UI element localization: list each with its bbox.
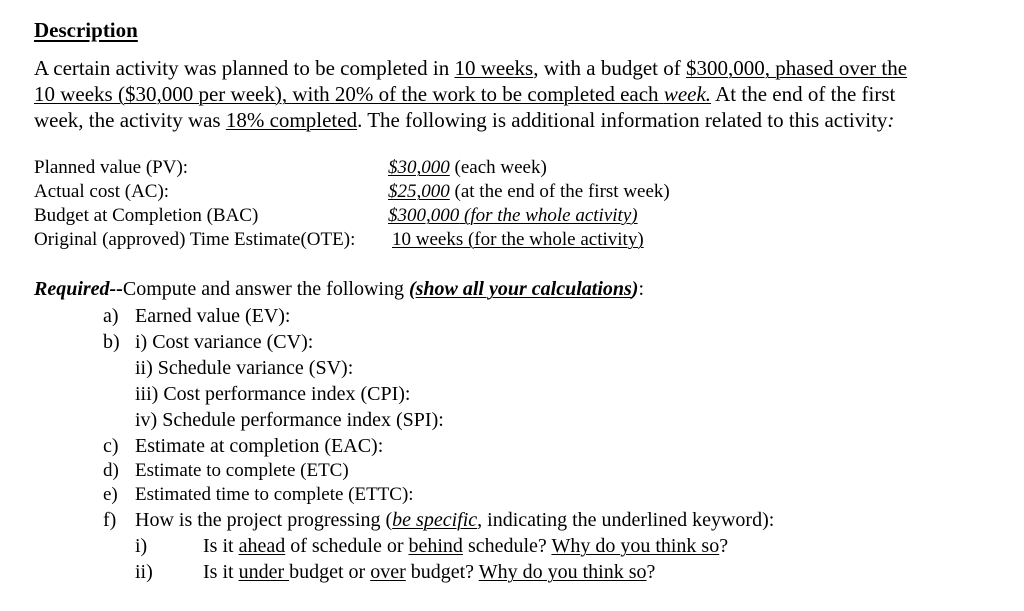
required-paren: )	[631, 278, 639, 300]
info-value	[392, 228, 644, 252]
sub-text-part: ?	[646, 561, 656, 583]
info-value-note: (at the end of the first week)	[449, 181, 670, 202]
desc-budget: $300,000, phased over the	[686, 56, 908, 80]
desc-week: week.	[663, 82, 712, 106]
info-value-amount: $25,000	[388, 181, 450, 202]
sub-text-part: budget?	[405, 561, 479, 583]
info-value-amount: $300,000	[388, 205, 460, 226]
question-letter: b)	[103, 331, 120, 353]
question-letter: e)	[103, 484, 118, 505]
required-colon: :	[638, 278, 645, 300]
desc-text: At the end of the first	[711, 82, 896, 106]
info-value	[388, 156, 547, 180]
question-f-emphasis: be specific	[392, 509, 478, 531]
desc-phasing: 10 weeks ($30,000 per week), with 20% of the work to be completed each	[34, 82, 664, 106]
description-line-1	[34, 55, 994, 81]
question-text: i) Cost variance (CV):	[135, 331, 314, 353]
sub-text-part: budget or	[289, 561, 371, 583]
question-letter: a)	[103, 305, 119, 327]
question-text: Estimated time to complete (ETTC):	[135, 484, 414, 505]
info-value	[388, 180, 670, 204]
question-text: Estimate to complete (ETC)	[135, 460, 349, 481]
info-label: Budget at Completion (BAC)	[34, 205, 259, 226]
info-value-amount: 10 weeks (for the whole activity)	[392, 229, 644, 250]
info-value-note: (each week)	[449, 157, 547, 178]
required-paren: (	[408, 278, 416, 300]
keyword-why: Why do you think so	[478, 561, 647, 583]
question-letter: d)	[103, 460, 119, 481]
info-label: Planned value (PV):	[34, 157, 189, 178]
question-f-text: How is the project progressing (	[135, 509, 393, 531]
keyword-behind: behind	[408, 535, 463, 557]
required-instruction	[34, 278, 644, 301]
question-f-text: , indicating the underlined keyword):	[477, 509, 775, 531]
required-emphasis: show all your calculations	[415, 278, 632, 300]
sub-number: i)	[135, 535, 148, 557]
sub-text-part: ?	[719, 535, 729, 557]
info-value	[388, 204, 638, 228]
desc-text: , with a budget of	[533, 56, 686, 80]
sub-text-part: schedule?	[462, 535, 552, 557]
question-letter: f)	[103, 509, 117, 531]
question-b-iii: iii) Cost performance index (CPI):	[135, 383, 411, 405]
question-letter: c)	[103, 435, 119, 457]
question-text: Earned value (EV):	[135, 305, 291, 327]
required-label: Required--	[34, 278, 123, 300]
info-value-amount: $30,000	[388, 157, 450, 178]
desc-duration: 10 weeks	[454, 56, 534, 80]
sub-number: ii)	[135, 561, 153, 583]
desc-text: . The following is additional information related to this activity	[357, 108, 888, 132]
question-text	[135, 508, 774, 532]
question-b-iv: iv) Schedule performance index (SPI):	[135, 409, 444, 431]
page-heading: Description	[34, 18, 138, 42]
required-text: Compute and answer the following	[122, 278, 409, 300]
sub-text	[203, 560, 655, 584]
sub-text	[203, 534, 728, 558]
description-line-2	[34, 81, 994, 107]
desc-text: A certain activity was planned to be completed in	[34, 56, 455, 80]
info-label: Original (approved) Time Estimate(OTE):	[34, 229, 356, 250]
desc-colon: :	[887, 108, 895, 132]
question-text: Estimate at completion (EAC):	[135, 435, 384, 457]
sub-text-part: Is it	[203, 561, 239, 583]
keyword-under: under	[238, 561, 290, 583]
keyword-why: Why do you think so	[551, 535, 720, 557]
desc-percent-complete: 18% completed	[225, 108, 358, 132]
sub-text-part: of schedule or	[285, 535, 409, 557]
question-b-ii: ii) Schedule variance (SV):	[135, 357, 354, 379]
info-label: Actual cost (AC):	[34, 181, 170, 202]
sub-text-part: Is it	[203, 535, 239, 557]
info-value-note: (for the whole activity)	[459, 205, 638, 226]
keyword-over: over	[370, 561, 406, 583]
description-paragraph	[34, 55, 994, 133]
description-line-3	[34, 107, 994, 133]
desc-text: week, the activity was	[34, 108, 226, 132]
keyword-ahead: ahead	[238, 535, 286, 557]
